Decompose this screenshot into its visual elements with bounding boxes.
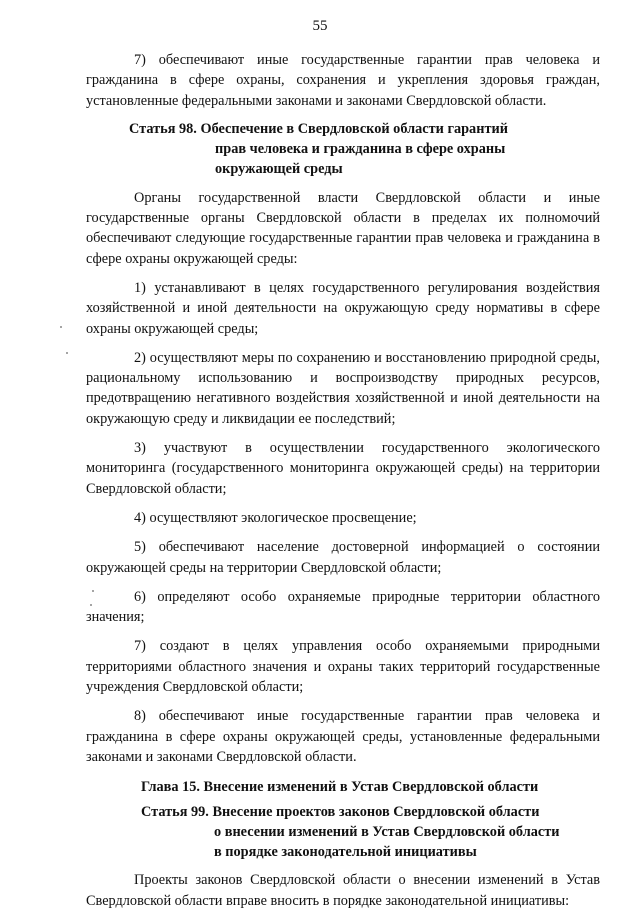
article-98-item-4: 4) осуществляют экологическое просвещение; (134, 509, 417, 526)
article-98-intro: Органы государственной власти Свердловской области и иные государственные органы Свердловской области в пределах их полномочий обеспечивают следующие государственные гарантии прав человека и гражданина в сфере охраны окружающей среды: (86, 189, 600, 267)
article-99-heading (86, 802, 600, 863)
article-98-item-7: 7) создают в целях управления особо охраняемыми природными территориями областного значения и охраны таких территорий государственные учреждения Свердловской области; (86, 638, 600, 696)
document-body (86, 50, 600, 911)
scan-speck (60, 326, 62, 328)
article-98-item-1: 1) устанавливают в целях государственного регулирования воздействия хозяйственной и иной деятельности на окружающую среду нормативы в сфере охраны окружающей среды; (86, 279, 600, 337)
article-99-heading-line: в порядке законодательной инициативы (214, 844, 477, 861)
article-98-item-2: 2) осуществляют меры по сохранению и восстановлению природной среды, рациональному использованию и воспроизводству природных ресурсов, предотвращению негативного воздействия хозяйственной и иной деятельности на окружающую среду и ликвидации ее последствий; (86, 349, 600, 427)
article-99-heading-line: о внесении изменений в Устав Свердловской области (214, 823, 560, 840)
article-98-item-6: 6) определяют особо охраняемые природные территории областного значения; (86, 588, 600, 626)
article-98-heading (86, 119, 600, 180)
scan-speck (66, 352, 68, 354)
scan-speck (90, 604, 92, 606)
article-98-heading-line: прав человека и гражданина в сфере охраны (215, 141, 506, 158)
article-98-item-5: 5) обеспечивают население достоверной информацией о состоянии окружающей среды на территории Свердловской области; (86, 539, 600, 576)
article-98-heading-line: окружающей среды (215, 161, 343, 178)
chapter-15-heading: Глава 15. Внесение изменений в Устав Свердловской области (141, 779, 539, 796)
page-number: 55 (312, 18, 328, 34)
paragraph-item-7-health: 7) обеспечивают иные государственные гарантии прав человека и гражданина в сфере охраны, сохранения и укрепления здоровья граждан, установленные федеральными законами и законами Свердловской области. (86, 52, 600, 109)
article-99-heading-line: Статья 99. Внесение проектов законов Свердловской области (141, 803, 540, 820)
article-98-heading-line: Статья 98. Обеспечение в Свердловской области гарантий (129, 120, 508, 137)
article-99-intro: Проекты законов Свердловской области о внесении изменений в Устав Свердловской области вправе вносить в порядке законодательной инициативы: (86, 872, 600, 909)
article-98-item-3: 3) участвуют в осуществлении государственного экологического мониторинга (государственного мониторинга окружающей среды) на территории Свердловской области; (86, 440, 600, 497)
scan-speck (92, 590, 94, 592)
article-98-item-8: 8) обеспечивают иные государственные гарантии прав человека и гражданина в сфере охраны окружающей среды, установленные федеральными законами и законами Свердловской области. (86, 708, 600, 765)
